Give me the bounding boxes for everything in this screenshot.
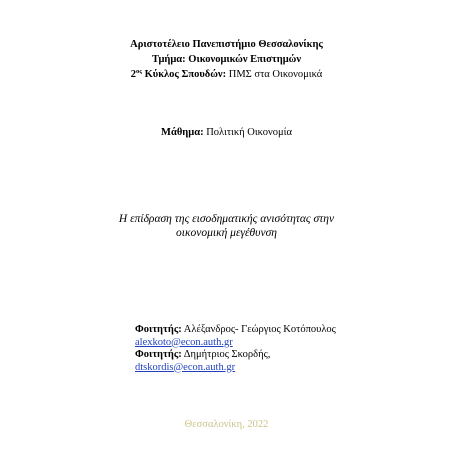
title-page-header	[0, 37, 453, 82]
student-2-email-row[interactable]	[135, 362, 336, 375]
place-date-footer: Θεσσαλονίκη, 2022	[184, 419, 269, 430]
paper-title-line-2: οικονομική μεγέθυνση	[176, 227, 277, 239]
course-value: Πολιτική Οικονομία	[206, 127, 292, 138]
course-label: Μάθημα:	[161, 127, 204, 138]
student-1-email-link[interactable]: alexkoto@econ.auth.gr	[135, 336, 233, 348]
cycle-label: Κύκλος Σπουδών:	[144, 69, 227, 80]
student-2-label: Φοιτητής:	[135, 349, 182, 360]
course-line	[0, 126, 453, 140]
paper-title-line-1: Η επίδραση της εισοδηματικής ανισότητας στην	[118, 213, 335, 225]
cycle-number: 2	[130, 69, 136, 80]
student-2-email-link[interactable]: dtskordis@econ.auth.gr	[135, 361, 236, 373]
student-1-name: Αλέξανδρος- Γεώργιος Κοτόπουλος	[183, 324, 336, 335]
university-name: Αριστοτέλειο Πανεπιστήμιο Θεσσαλονίκης	[130, 39, 323, 50]
department-value: Οικονομικών Επιστημών	[188, 54, 302, 65]
student-1-label: Φοιτητής:	[135, 324, 182, 335]
student-1-line	[135, 324, 336, 337]
student-1-email-row[interactable]	[135, 337, 336, 350]
student-2-name: Δημήτριος Σκορδής,	[183, 349, 271, 360]
study-cycle-line	[0, 67, 453, 82]
student-2-line	[135, 349, 336, 362]
cycle-value: ΠΜΣ στα Οικονομικά	[228, 69, 323, 80]
students-block	[135, 324, 336, 374]
department-line	[0, 52, 453, 67]
paper-title	[0, 212, 453, 240]
department-label: Τμήμα:	[151, 54, 186, 65]
cycle-superscript: ος	[135, 68, 142, 75]
